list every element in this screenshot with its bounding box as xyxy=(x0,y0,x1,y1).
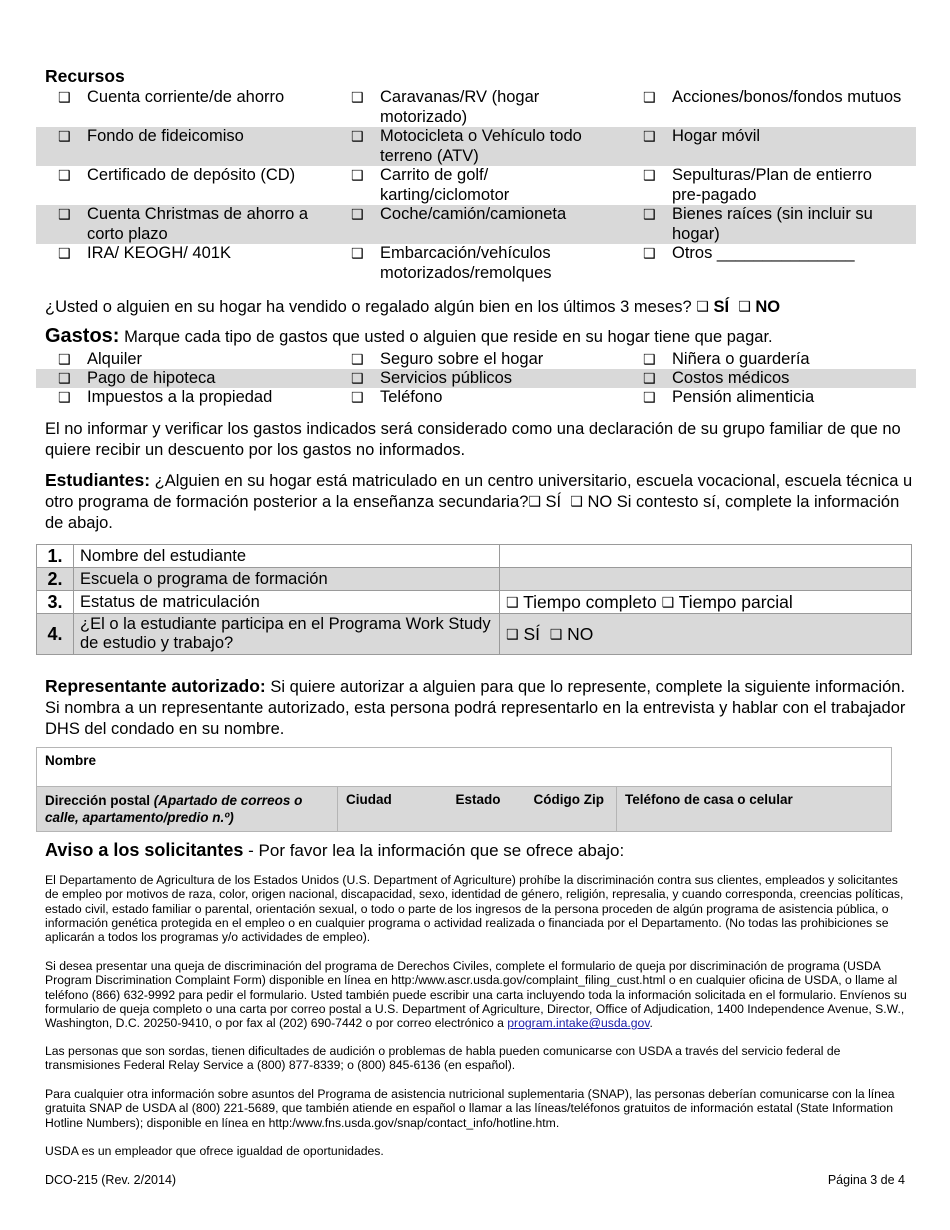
form-id: DCO-215 (Rev. 2/2014) xyxy=(45,1173,177,1187)
ciudad-label: Ciudad xyxy=(346,792,392,807)
part-time-label: Tiempo parcial xyxy=(678,591,793,612)
vendido-yes-checkbox[interactable]: ❑ xyxy=(696,299,709,315)
table-row xyxy=(36,166,916,205)
gasto-label: Pago de hipoteca xyxy=(87,369,216,387)
recurso-checkbox[interactable]: ❑ xyxy=(351,90,364,106)
vendido-no-label: NO xyxy=(755,298,781,316)
recurso-checkbox[interactable]: ❑ xyxy=(643,90,656,106)
table-row xyxy=(36,205,916,244)
table-row xyxy=(37,568,912,591)
aviso-paragraph-2: Si desea presentar una queja de discriminación del programa de Derechos Civiles, complete el formulario de queja por discriminación de programa (USDA Program Discrimination Complaint Form) disponible en línea en http:/www.ascr.usda.gov/complaint_filing_cust.html o en cualquier oficina de USDA, o llame al teléfono (866) 632-9992 para pedir el formulario. Usted también puede escribir una carta incluyendo toda la información solicitada en el formulario. Envíenos su formulario de queja completo o una carta por correo postal a U.S. Department of Agriculture, Director, Office of Adjudication, 1400 Independence Avenue, S.W., Washington, D.C. 20250-9410, o por fax al (202) 690-7442 o por correo electrónico a program.intake@usda.gov. xyxy=(45,959,907,1031)
aviso-title: Aviso a los solicitantes xyxy=(45,840,244,860)
work-study-yes-label: SÍ xyxy=(523,623,540,644)
gasto-checkbox[interactable]: ❑ xyxy=(58,390,71,406)
recurso-checkbox[interactable]: ❑ xyxy=(58,90,71,106)
gasto-checkbox[interactable]: ❑ xyxy=(643,390,656,406)
gasto-label: Pensión alimenticia xyxy=(672,388,815,406)
estado-label: Estado xyxy=(455,792,501,807)
recurso-checkbox[interactable]: ❑ xyxy=(58,246,71,262)
gasto-checkbox[interactable]: ❑ xyxy=(351,352,364,368)
recurso-checkbox[interactable]: ❑ xyxy=(643,207,656,223)
row-label: ¿El o la estudiante participa en el Programa Work Study de estudio y trabajo? xyxy=(74,614,500,655)
table-row xyxy=(37,614,912,655)
estudiantes-table xyxy=(36,544,912,655)
work-study-yes-checkbox[interactable]: ❑ xyxy=(506,626,519,643)
gastos-intro: Marque cada tipo de gastos que usted o alguien que reside en su hogar tiene que pagar. xyxy=(124,328,773,346)
representante-text: Si quiere autorizar a alguien para que lo represente, complete la siguiente información. Si nombra a un representante autorizado, esta persona podrá representarlo en la entrevista y hablar con el trabajador DHS del condado en su nombre. xyxy=(45,678,906,738)
estudiantes-paragraph xyxy=(45,470,915,534)
table-row xyxy=(36,88,916,127)
work-study-no-checkbox[interactable]: ❑ xyxy=(549,626,563,643)
gasto-checkbox[interactable]: ❑ xyxy=(351,371,364,387)
table-row xyxy=(37,591,912,614)
recurso-checkbox[interactable]: ❑ xyxy=(58,129,71,145)
direccion-label: Dirección postal xyxy=(45,793,151,808)
usda-email-link[interactable]: program.intake@usda.gov xyxy=(507,1016,650,1031)
row-label: Estatus de matriculación xyxy=(74,591,500,614)
gastos-heading xyxy=(45,326,915,348)
table-row xyxy=(36,388,916,408)
full-time-checkbox[interactable]: ❑ xyxy=(506,594,519,611)
recurso-label: Acciones/bonos/fondos mutuos xyxy=(672,88,902,106)
table-row xyxy=(36,369,916,388)
representante-title: Representante autorizado: xyxy=(45,676,266,696)
recurso-label: Otros _______________ xyxy=(672,244,855,262)
row-number: 3. xyxy=(37,591,74,614)
recurso-label: Cuenta corriente/de ahorro xyxy=(87,88,285,106)
recurso-checkbox[interactable]: ❑ xyxy=(58,207,71,223)
table-row xyxy=(36,350,916,369)
direccion-field[interactable] xyxy=(37,787,338,832)
school-program-field[interactable] xyxy=(500,568,912,591)
gasto-label: Costos médicos xyxy=(672,369,790,387)
recurso-checkbox[interactable]: ❑ xyxy=(351,129,364,145)
direccion-hint: (Apartado de correos o calle, apartamento/predio n.º) xyxy=(45,793,303,825)
zip-field[interactable] xyxy=(526,787,617,832)
aviso-subtitle: - Por favor lea la información que se ofrece abajo: xyxy=(248,841,625,860)
table-row xyxy=(37,787,892,832)
estudiantes-yes-label: SÍ xyxy=(545,493,562,511)
aviso-paragraph-3: Las personas que son sordas, tienen dificultades de audición o problemas de habla pueden comunicarse con USDA a través del servicio federal de transmisiones Federal Relay Service a (800) 877-8339; o (800) 845-6136 (en español). xyxy=(45,1044,841,1073)
gasto-checkbox[interactable]: ❑ xyxy=(643,371,656,387)
zip-label: Código Zip xyxy=(533,792,604,807)
aviso-paragraph-1: El Departamento de Agricultura de los Estados Unidos (U.S. Department of Agriculture) prohíbe la discriminación contra sus clientes, empleados y solicitantes de empleo por motivos de raza, color, origen nacional, discapacidad, sexo, identidad de género, religión, represalia, y cuando corresponda, creencias políticas, estado civil, estado familiar o parental, orientación sexual, o todo o parte de los ingresos de la persona proceden de algún programa de asistencia pública, o información genética protegida en el empleo o en cualquier programa o actividad realizada o financiada por el Departamento. (No todas las prohibiciones se aplicarán a todos los programas y/o actividades de empleo). xyxy=(45,873,904,945)
gastos-title: Gastos: xyxy=(45,325,120,347)
work-study-cell xyxy=(500,614,912,655)
full-time-label: Tiempo completo xyxy=(523,591,657,612)
recurso-checkbox[interactable]: ❑ xyxy=(643,129,656,145)
gastos-note: El no informar y verificar los gastos indicados será considerado como una declaración de su grupo familiar de que no quiere recibir un descuento por los gastos no informados. xyxy=(45,420,901,459)
nombre-field[interactable] xyxy=(37,748,892,787)
gasto-label: Alquiler xyxy=(87,350,143,368)
row-label: Nombre del estudiante xyxy=(74,545,500,568)
vendido-yes-label: SÍ xyxy=(713,298,730,316)
enrollment-status-cell xyxy=(500,591,912,614)
telefono-label: Teléfono de casa o celular xyxy=(625,792,793,807)
row-number: 1. xyxy=(37,545,74,568)
recursos-title: Recursos xyxy=(45,66,125,86)
part-time-checkbox[interactable]: ❑ xyxy=(661,594,675,611)
row-number: 2. xyxy=(37,568,74,591)
gasto-checkbox[interactable]: ❑ xyxy=(351,390,364,406)
recurso-label: Certificado de depósito (CD) xyxy=(87,166,296,184)
aviso-heading xyxy=(45,840,915,861)
recurso-checkbox[interactable]: ❑ xyxy=(351,168,364,184)
nombre-label: Nombre xyxy=(45,753,97,768)
student-name-field[interactable] xyxy=(500,545,912,568)
gasto-label: Seguro sobre el hogar xyxy=(380,350,544,368)
recurso-label: Carrito de golf/ karting/ciclomotor xyxy=(380,166,510,204)
recurso-label: Bienes raíces (sin incluir su hogar) xyxy=(672,205,873,243)
aviso-paragraph-5: USDA es un empleador que ofrece igualdad de oportunidades. xyxy=(45,1144,384,1158)
recursos-grid xyxy=(36,88,916,283)
gasto-label: Servicios públicos xyxy=(380,369,513,387)
gastos-grid xyxy=(36,350,916,408)
gasto-checkbox[interactable]: ❑ xyxy=(643,352,656,368)
recurso-label: Caravanas/RV (hogar motorizado) xyxy=(380,88,540,126)
gasto-label: Niñera o guardería xyxy=(672,350,810,368)
recurso-label: Cuenta Christmas de ahorro a corto plazo xyxy=(87,205,309,243)
work-study-no-label: NO xyxy=(567,623,594,644)
ciudad-field[interactable] xyxy=(338,787,448,832)
recurso-label: Motocicleta o Vehículo todo terreno (ATV) xyxy=(380,127,582,165)
recurso-checkbox[interactable]: ❑ xyxy=(643,168,656,184)
vendido-question: ¿Usted o alguien en su hogar ha vendido o regalado algún bien en los últimos 3 meses? xyxy=(45,298,692,316)
aviso-paragraph-4: Para cualquier otra información sobre asuntos del Programa de asistencia nutricional suplementaria (SNAP), las personas deberían comunicarse con la línea gratuita SNAP de USDA al (800) 221-5689, que también atiende en español o llamar a las líneas/teléfonos gratuitos de información estatal (State Information Hotline Numbers); disponible en línea en http:/www.fns.usda.gov/snap/contact_info/hotline.htm. xyxy=(45,1087,895,1130)
representante-table xyxy=(36,747,892,832)
recurso-label: Fondo de fideicomiso xyxy=(87,127,244,145)
recurso-checkbox[interactable]: ❑ xyxy=(351,207,364,223)
recurso-label: Embarcación/vehículos motorizados/remolques xyxy=(380,244,552,282)
estudiantes-no-checkbox[interactable]: ❑ xyxy=(570,494,583,510)
recurso-checkbox[interactable]: ❑ xyxy=(58,168,71,184)
estudiantes-question: ¿Alguien en su hogar está matriculado en un centro universitario, escuela vocacional, escuela técnica u otro programa de formación posterior a la enseñanza secundaria? xyxy=(45,472,913,511)
telefono-field[interactable] xyxy=(617,787,892,832)
recurso-checkbox[interactable]: ❑ xyxy=(643,246,656,262)
table-row xyxy=(37,545,912,568)
page-number: Página 3 de 4 xyxy=(827,1173,905,1187)
recurso-label: Hogar móvil xyxy=(672,127,761,145)
table-row xyxy=(36,244,916,283)
recurso-label: IRA/ KEOGH/ 401K xyxy=(87,244,231,262)
gasto-label: Teléfono xyxy=(380,388,443,406)
gasto-label: Impuestos a la propiedad xyxy=(87,388,273,406)
gasto-checkbox[interactable]: ❑ xyxy=(58,352,71,368)
table-row xyxy=(37,748,892,787)
row-number: 4. xyxy=(37,614,74,655)
table-row xyxy=(36,127,916,166)
recurso-label: Sepulturas/Plan de entierro pre-pagado xyxy=(672,166,872,204)
estudiantes-after: Si contesto sí, complete la información de abajo. xyxy=(45,493,900,532)
estado-field[interactable] xyxy=(448,787,526,832)
gasto-checkbox[interactable]: ❑ xyxy=(58,371,71,387)
estudiantes-title: Estudiantes: xyxy=(45,470,151,490)
representante-paragraph xyxy=(45,676,915,740)
estudiantes-yes-checkbox[interactable]: ❑ xyxy=(528,494,541,510)
aviso-paragraph-2-text: Si desea presentar una queja de discriminación del programa de Derechos Civiles, complete el formulario de queja por discriminación de programa (USDA Program Discrimination Complaint Form) disponible en línea en http:/www.ascr.usda.gov/complaint_filing_cust.html o en cualquier oficina de USDA, o llame al teléfono (866) 632-9992 para pedir el formulario. Usted también puede escribir una carta incluyendo toda la información solicitada en el formulario. Envíenos su formulario de queja completo o una carta por correo postal a U.S. Department of Agriculture, Director, Office of Adjudication, 1400 Independence Avenue, S.W., Washington, D.C. 20250-9410, o por fax al (202) 690-7442 o por correo electrónico a xyxy=(45,959,907,1031)
vendido-question-line xyxy=(45,297,915,318)
row-label: Escuela o programa de formación xyxy=(74,568,500,591)
vendido-no-checkbox[interactable]: ❑ xyxy=(738,299,751,315)
recurso-label: Coche/camión/camioneta xyxy=(380,205,567,223)
estudiantes-no-label: NO xyxy=(587,493,613,511)
recurso-checkbox[interactable]: ❑ xyxy=(351,246,364,262)
